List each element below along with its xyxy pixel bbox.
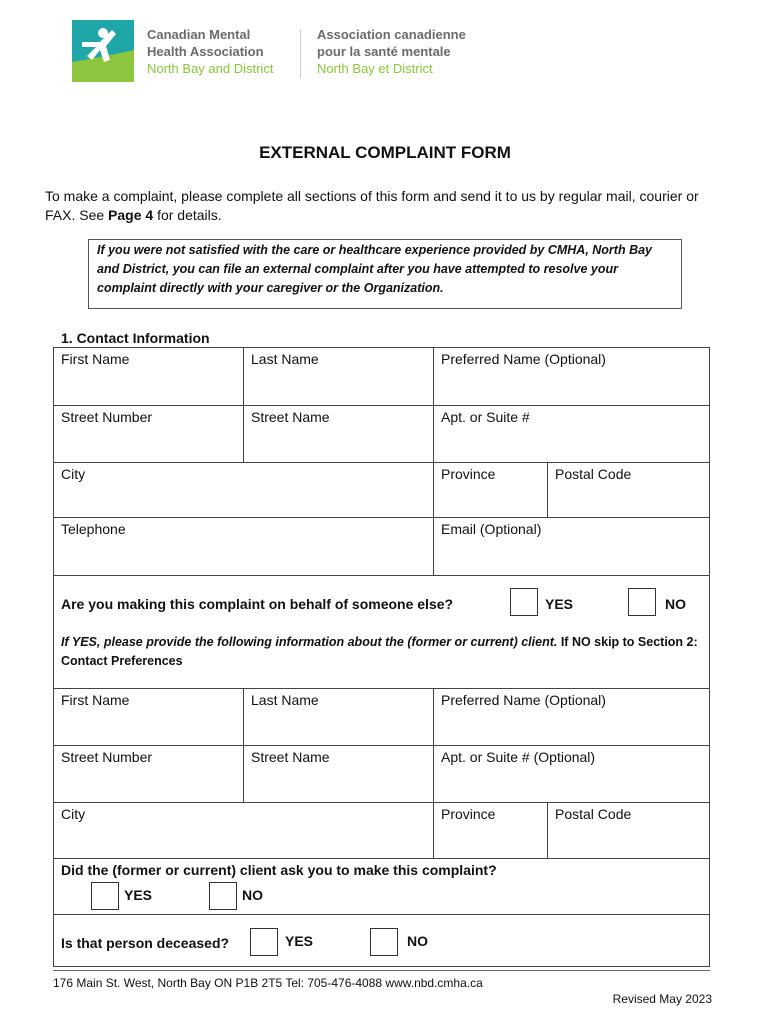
cmha-logo-mark (72, 20, 134, 82)
intro-text-before: To make a complaint, please complete all sections of this form and send it to us by regular mail, courier or FAX. See (45, 188, 699, 223)
intro-text (45, 187, 725, 225)
last-name-label: Last Name (251, 351, 319, 367)
postal-code-field[interactable] (548, 463, 709, 518)
deceased-no-label: NO (407, 933, 428, 949)
contact-form (53, 347, 710, 967)
street-name-label: Street Name (251, 409, 330, 425)
page-title: EXTERNAL COMPLAINT FORM (259, 143, 511, 162)
behalf-question: Are you making this complaint on behalf of someone else? (61, 596, 454, 612)
deceased-top-border (54, 914, 709, 915)
behalf-yes-label: YES (545, 596, 574, 612)
client-first-name-field[interactable] (54, 689, 244, 746)
city-field[interactable] (54, 463, 434, 518)
client-province-field[interactable] (434, 803, 548, 859)
org-fr-line1: Association canadienne (317, 27, 466, 42)
telephone-label: Telephone (61, 521, 126, 537)
behalf-note-italic: If YES, please provide the following information about the (former or current) client. (61, 635, 558, 649)
first-name-field[interactable] (54, 348, 244, 406)
client-ask-no-label: NO (242, 887, 263, 903)
footer-divider (53, 970, 710, 971)
deceased-yes-checkbox[interactable] (250, 928, 278, 956)
client-preferred-name-label: Preferred Name (Optional) (441, 692, 606, 708)
intro-text-after: for details. (153, 207, 222, 223)
street-name-field[interactable] (244, 406, 434, 463)
behalf-no-checkbox[interactable] (628, 588, 656, 616)
deceased-yes-label: YES (285, 933, 314, 949)
section-1-heading: 1. Contact Information (61, 330, 210, 346)
client-city-field[interactable] (54, 803, 434, 859)
client-street-number-label: Street Number (61, 749, 153, 765)
client-street-name-label: Street Name (251, 749, 330, 765)
preferred-name-label: Preferred Name (Optional) (441, 351, 606, 367)
first-name-label: First Name (61, 351, 130, 367)
street-number-label: Street Number (61, 409, 153, 425)
deceased-question: Is that person deceased? (61, 935, 230, 951)
deceased-no-checkbox[interactable] (370, 928, 398, 956)
org-name-english (147, 26, 273, 77)
org-fr-line3: North Bay et District (317, 61, 433, 76)
behalf-yes-checkbox[interactable] (510, 588, 538, 616)
client-street-name-field[interactable] (244, 746, 434, 803)
footer-address: 176 Main St. West, North Bay ON P1B 2T5 Tel: 705-476-4088 www.nbd.cmha.ca (53, 976, 483, 990)
client-ask-yes-label: YES (124, 887, 153, 903)
notice-box: If you were not satisfied with the care or healthcare experience provided by CMHA, North Bay and District, you can file an external complaint after you have attempted to resolve your complaint directly with your caregiver or the Organization. (88, 239, 682, 309)
client-ask-yes-checkbox[interactable] (91, 882, 119, 910)
behalf-note (61, 633, 706, 671)
province-field[interactable] (434, 463, 548, 518)
org-en-line1: Canadian Mental (147, 27, 251, 42)
intro-page-ref: Page 4 (108, 207, 154, 223)
org-name-french (317, 26, 466, 77)
logo-divider (300, 30, 301, 78)
client-first-name-label: First Name (61, 692, 130, 708)
client-last-name-label: Last Name (251, 692, 319, 708)
org-en-line3: North Bay and District (147, 61, 274, 76)
email-field[interactable] (434, 518, 709, 576)
client-city-label: City (61, 806, 86, 822)
org-fr-line2: pour la santé mentale (317, 44, 451, 59)
telephone-field[interactable] (54, 518, 434, 576)
client-province-label: Province (441, 806, 496, 822)
client-postal-code-field[interactable] (548, 803, 709, 859)
last-name-field[interactable] (244, 348, 434, 406)
city-label: City (61, 466, 86, 482)
street-number-field[interactable] (54, 406, 244, 463)
org-en-line2: Health Association (147, 44, 264, 59)
client-preferred-name-field[interactable] (434, 689, 709, 746)
email-label: Email (Optional) (441, 521, 542, 537)
apt-suite-label: Apt. or Suite # (441, 409, 530, 425)
behalf-no-label: NO (665, 596, 686, 612)
province-label: Province (441, 466, 496, 482)
behalf-note-plain: If NO skip to Section 2: Contact Preferences (61, 635, 698, 668)
apt-suite-field[interactable] (434, 406, 709, 463)
postal-code-label: Postal Code (555, 466, 632, 482)
client-street-number-field[interactable] (54, 746, 244, 803)
client-last-name-field[interactable] (244, 689, 434, 746)
preferred-name-field[interactable] (434, 348, 709, 406)
cmha-logo (72, 20, 134, 82)
client-apt-suite-field[interactable] (434, 746, 709, 803)
client-ask-question: Did the (former or current) client ask you to make this complaint? (61, 862, 497, 878)
client-postal-code-label: Postal Code (555, 806, 632, 822)
revised-date: Revised May 2023 (612, 992, 712, 1006)
client-apt-suite-label: Apt. or Suite # (Optional) (441, 749, 596, 765)
client-ask-no-checkbox[interactable] (209, 882, 237, 910)
